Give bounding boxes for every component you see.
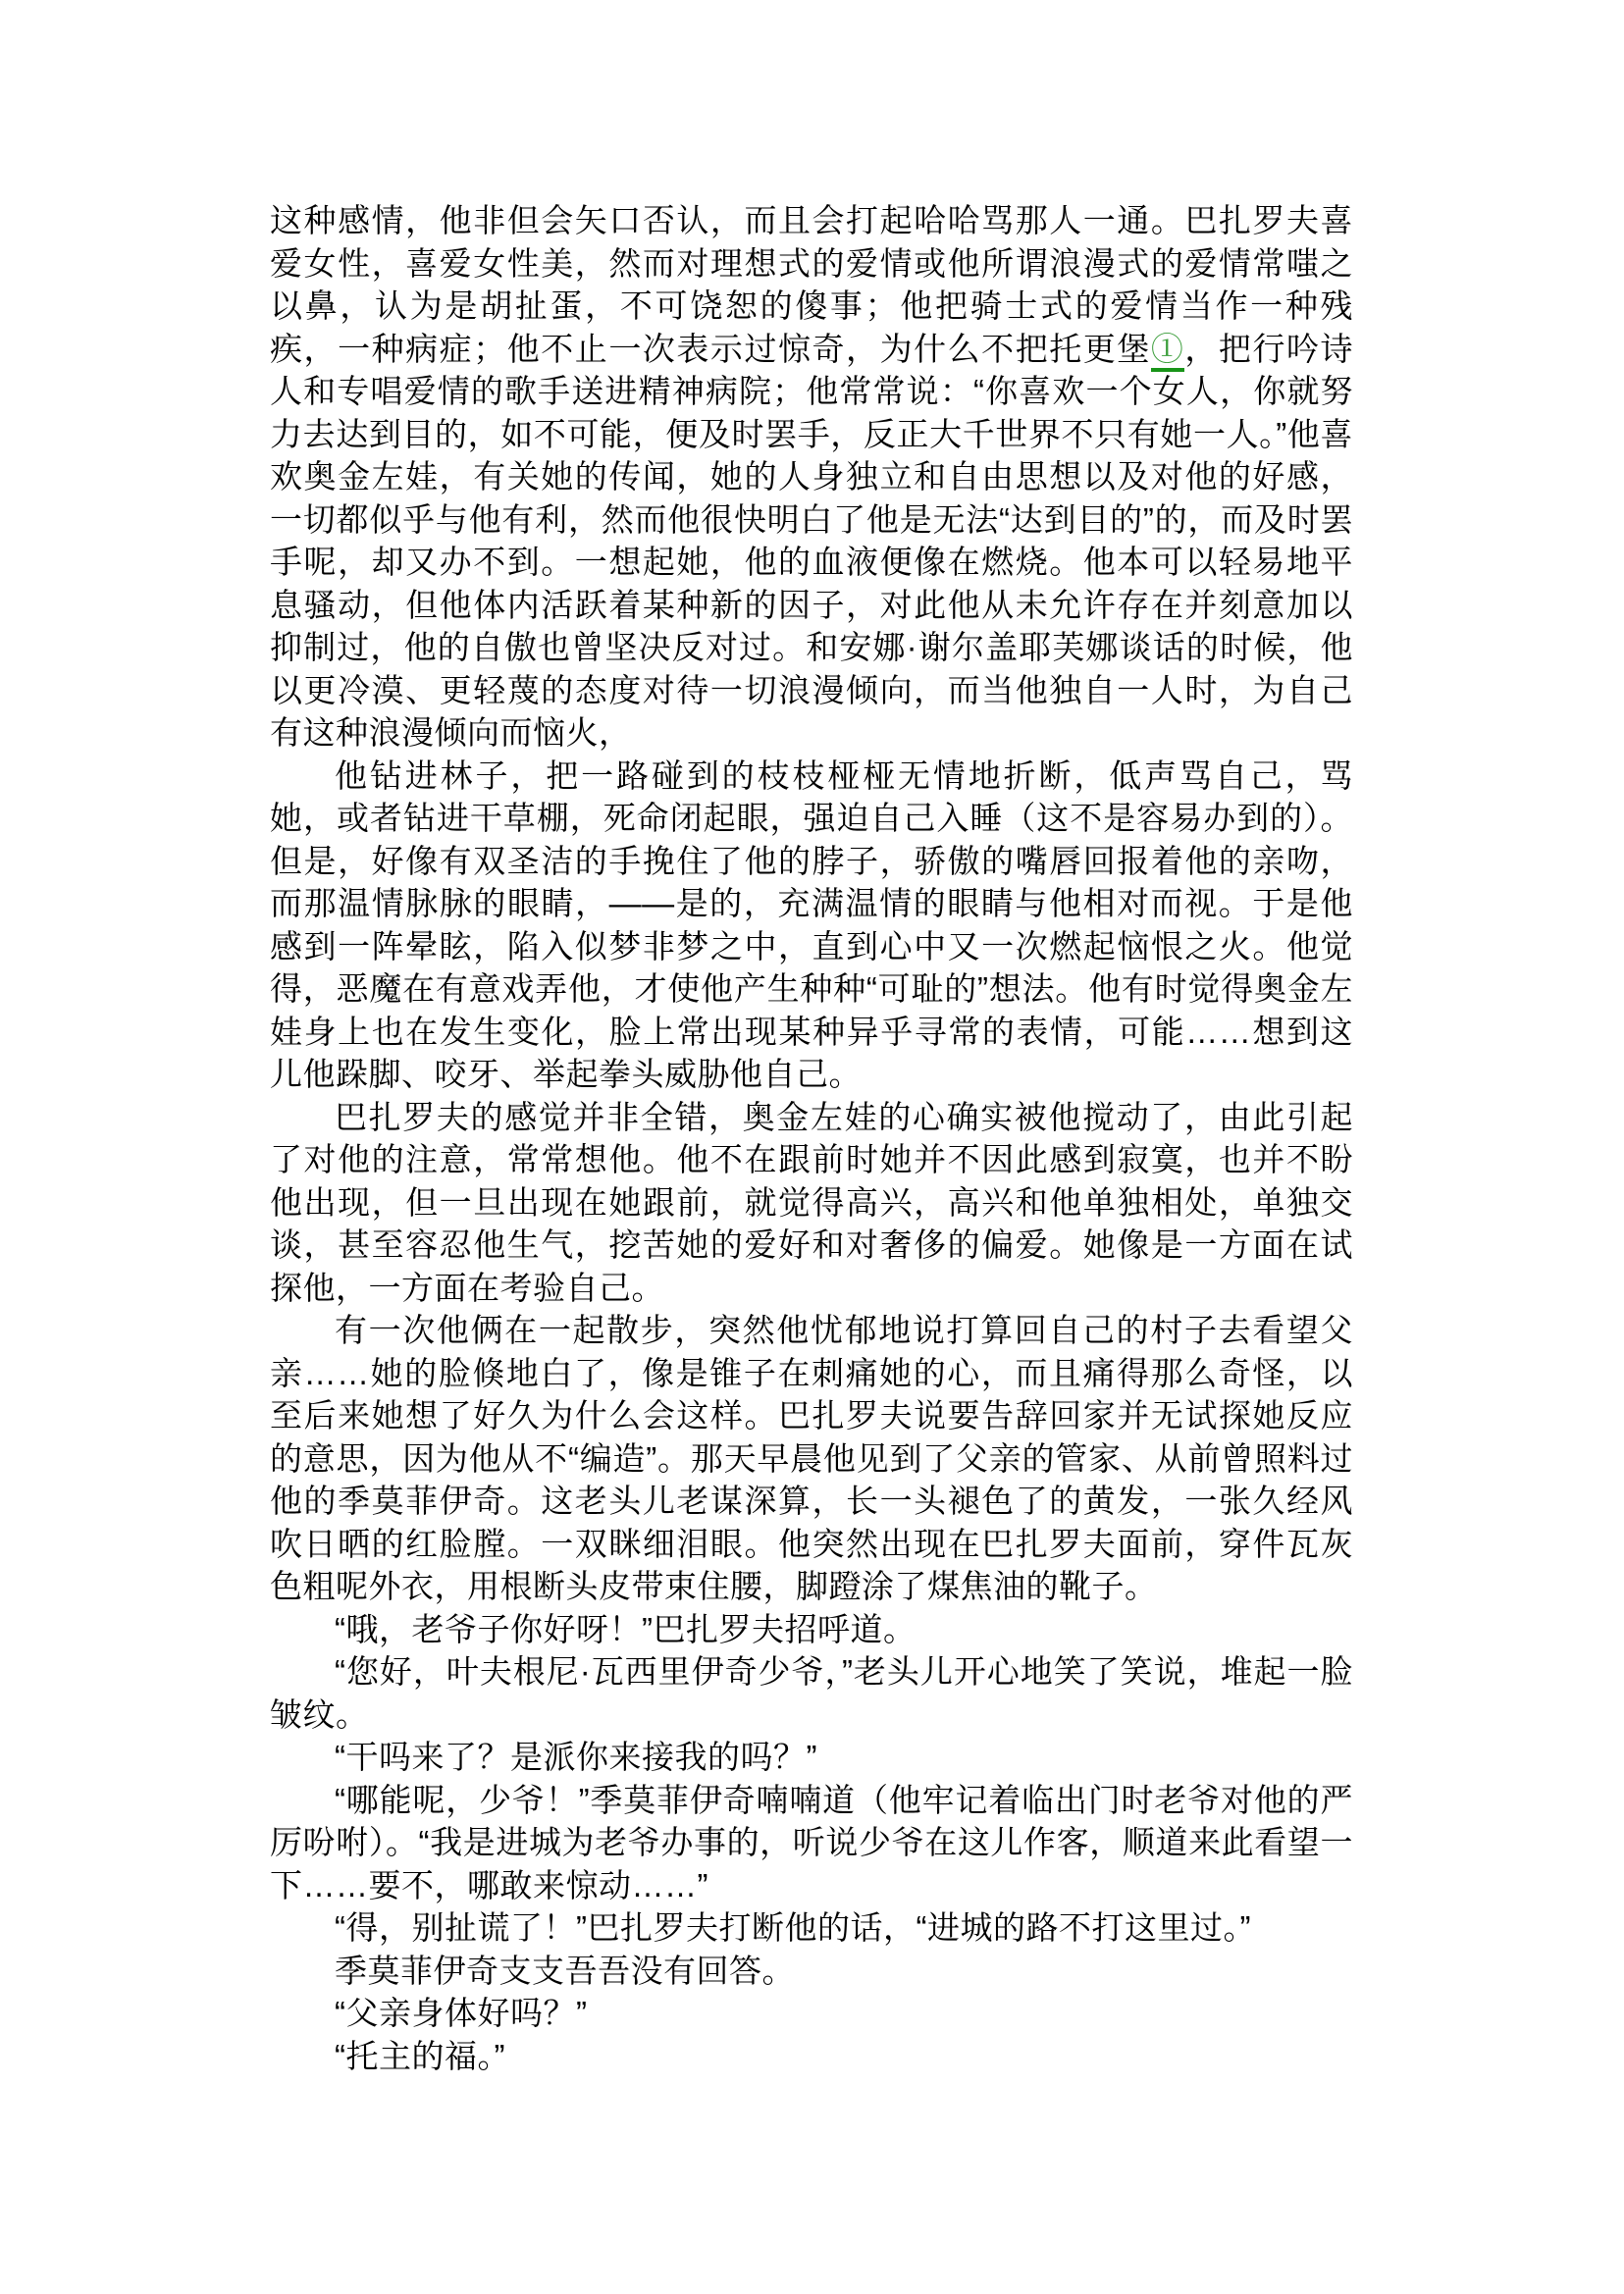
paragraph-1-text-after-footnote: ，把行吟诗人和专唱爱情的歌手送进精神病院；他常常说：“你喜欢一个女人，你就努力去达到目的，如不可能，便及时罢手，反正大千世界不只有她一人。”他喜欢奥金左娃，有关她的传闻，她的人身独立和自由思想以及对他的好感，一切都似乎与他有利，然而他很快明白了他是无法“达到目的”的，而及时罢手呢，却又办不到。一想起她，他的血液便像在燃烧。他本可以轻易地平息骚动，但他体内活跃着某种新的因子，对此他从未允许存在并刻意加以抑制过，他的自傲也曾坚决反对过。和安娜·谢尔盖耶芙娜谈话的时候，他以更冷漠、更轻蔑的态度对待一切浪漫倾向，而当他独自一人时，为自己有这种浪漫倾向而恼火， [270, 330, 1354, 751]
paragraph-8-dialogue: “哪能呢，少爷！”季莫菲伊奇喃喃道（他牢记着临出门时老爷对他的严厉吩咐）。“我是进城为老爷办事的，听说少爷在这儿作客，顺道来此看望一下……要不，哪敢来惊动……” [270, 1781, 1353, 1903]
paragraph-10: 季莫菲伊奇支支吾吾没有回答。 [335, 1952, 795, 1989]
paragraph-5-dialogue: “哦，老爷子你好呀！”巴扎罗夫招呼道。 [335, 1610, 917, 1647]
paragraph-6-dialogue: “您好，叶夫根尼·瓦西里伊奇少爷，”老头儿开心地笑了笑说，堆起一脸皱纹。 [270, 1653, 1353, 1733]
paragraph-9-dialogue: “得，别扯谎了！”巴扎罗夫打断他的话，“进城的路不打这里过。” [335, 1909, 1251, 1946]
footnote-marker-1[interactable]: ① [1151, 331, 1185, 372]
paragraph-1-text-before-footnote: 这种感情，他非但会矢口否认，而且会打起哈哈骂那人一通。巴扎罗夫喜爱女性，喜爱女性美，然而对理想式的爱情或他所谓浪漫式的爱情常嗤之以鼻，认为是胡扯蛋，不可饶恕的傻事；他把骑士式的爱情当作一种残疾，一种病症；他不止一次表示过惊奇，为什么不把托更堡 [270, 202, 1353, 367]
paragraph-3: 巴扎罗夫的感觉并非全错，奥金左娃的心确实被他搅动了，由此引起了对他的注意，常常想他。他不在跟前时她并不因此感到寂寞，也并不盼他出现，但一旦出现在她跟前，就觉得高兴，高兴和他单独相处，单独交谈，甚至容忍他生气，挖苦她的爱好和对奢侈的偏爱。她像是一方面在试探他，一方面在考验自己。 [270, 1098, 1353, 1306]
paragraph-11-dialogue: “父亲身体好吗？” [335, 1995, 588, 2031]
text-block [270, 199, 1353, 2077]
paragraph-1 [270, 199, 1353, 755]
paragraph-7-dialogue: “干吗来了？是派你来接我的吗？” [335, 1739, 817, 1775]
paragraph-2: 他钻进林子，把一路碰到的枝枝桠桠无情地折断，低声骂自己，骂她，或者钻进干草棚，死命闭起眼，强迫自己入睡（这不是容易办到的）。但是，好像有双圣洁的手挽住了他的脖子，骄傲的嘴唇回报着他的亲吻，而那温情脉脉的眼睛，——是的，充满温情的眼睛与他相对而视。于是他感到一阵晕眩，陷入似梦非梦之中，直到心中又一次燃起恼恨之火。他觉得，恶魔在有意戏弄他，才使他产生种种“可耻的”想法。他有时觉得奥金左娃身上也在发生变化，脸上常出现某种异乎寻常的表情，可能……想到这儿他跺脚、咬牙、举起拳头威胁他自己。 [270, 756, 1353, 1092]
paragraph-12-dialogue: “托主的福。” [335, 2037, 505, 2074]
paragraph-4: 有一次他俩在一起散步，突然他忧郁地说打算回自己的村子去看望父亲……她的脸倏地白了，像是锥子在刺痛她的心，而且痛得那么奇怪，以至后来她想了好久为什么会这样。巴扎罗夫说要告辞回家并无试探她反应的意思，因为他从不“编造”。那天早晨他见到了父亲的管家、从前曾照料过他的季莫菲伊奇。这老头儿老谋深算，长一头褪色了的黄发，一张久经风吹日晒的红脸膛。一双眯细泪眼。他突然出现在巴扎罗夫面前，穿件瓦灰色粗呢外衣，用根断头皮带束住腰，脚蹬涂了煤焦油的靴子。 [270, 1312, 1353, 1604]
